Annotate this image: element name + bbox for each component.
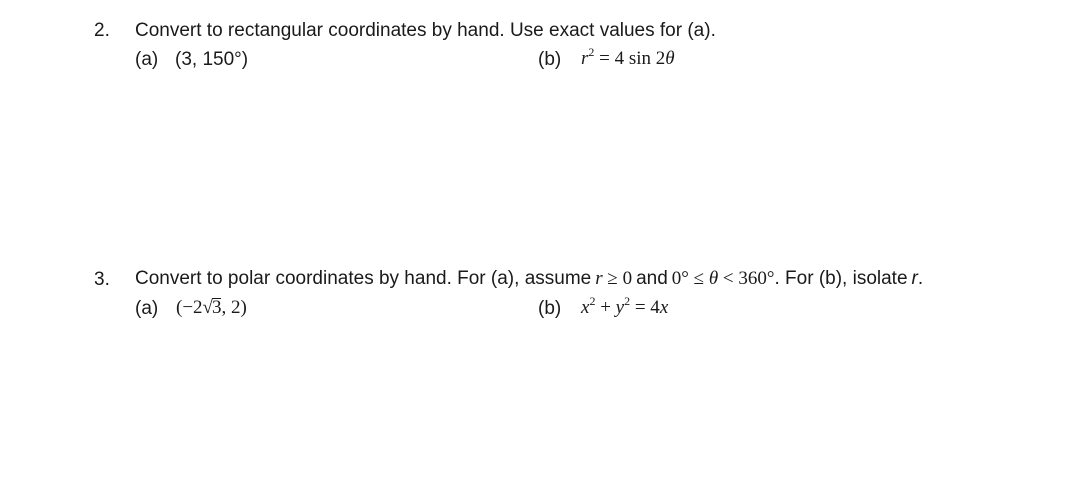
problem-3b-equation: [581, 294, 669, 319]
condition-r: r ≥ 0: [595, 268, 633, 289]
var-theta: θ: [665, 48, 675, 69]
equation-rhs: = 4: [630, 297, 660, 318]
and-word: and: [636, 268, 668, 289]
equation-rhs: = 4 sin 2: [599, 48, 666, 69]
instruction-start: Convert to polar coordinates by hand. For (a), assume: [135, 268, 592, 289]
problem-2-instruction: Convert to rectangular coordinates by hand. Use exact values for (a).: [135, 20, 716, 41]
rhs-var-x: x: [659, 297, 669, 318]
exponent-y: 2: [624, 294, 631, 308]
problem-3-number: 3.: [94, 269, 110, 290]
exponent: 2: [588, 45, 595, 59]
open-part: (−2: [176, 297, 203, 318]
instruction-end: . For (b), isolate: [774, 268, 908, 289]
exponent-x: 2: [589, 294, 596, 308]
var-x: x: [581, 297, 590, 318]
isolate-var: r: [911, 268, 918, 289]
problem-2a-label: (a): [135, 49, 159, 70]
condition-theta: 0° ≤ θ < 360°: [671, 268, 775, 289]
problem-3a-expression: [176, 297, 247, 319]
problem-3a-label: (a): [135, 298, 159, 319]
instruction-period: .: [917, 268, 924, 289]
problem-2b-label: (b): [538, 49, 562, 70]
close-part: , 2): [221, 297, 247, 318]
square-root: √3: [202, 297, 222, 318]
plus-sign: +: [595, 297, 616, 318]
radicand: 3: [211, 297, 222, 318]
problem-2-number: 2.: [94, 20, 110, 41]
problem-2a-expression: (3, 150°): [175, 49, 249, 70]
var-y: y: [615, 297, 625, 318]
problem-3b-label: (b): [538, 298, 562, 319]
problem-3-instruction: [135, 268, 923, 290]
problem-2b-equation: [581, 45, 675, 70]
var-r: r: [581, 48, 589, 69]
